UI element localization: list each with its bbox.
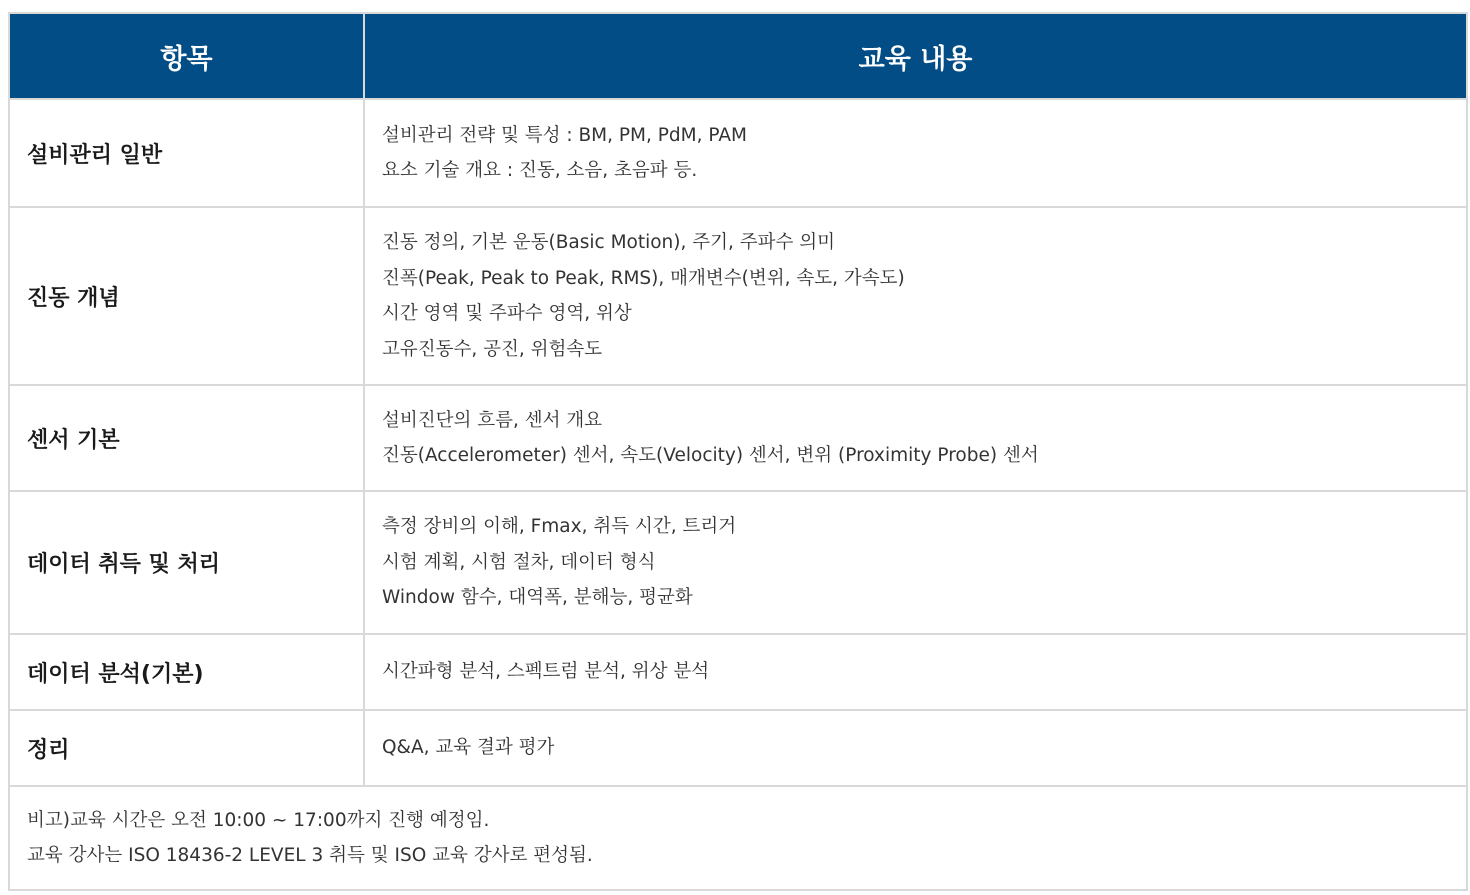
content-line: 시간파형 분석, 스펙트럼 분석, 위상 분석	[382, 661, 710, 683]
content-line: 측정 장비의 이해, Fmax, 취득 시간, 트리거	[382, 516, 737, 538]
content-cell	[364, 710, 1467, 786]
content-line: Q&A, 교육 결과 평가	[382, 737, 555, 759]
header-content: 교육 내용	[364, 13, 1467, 99]
content-line: 고유진동수, 공진, 위험속도	[382, 338, 603, 360]
table-row	[9, 710, 1467, 786]
notes-cell	[9, 786, 1467, 890]
note-line: 교육 강사는 ISO 18436-2 LEVEL 3 취득 및 ISO 교육 강사로 편성됨.	[27, 845, 593, 866]
table-row	[9, 385, 1467, 491]
content-cell	[364, 491, 1467, 634]
content-line: 요소 기술 개요 : 진동, 소음, 초음파 등.	[382, 160, 698, 181]
content-line: 진동 정의, 기본 운동(Basic Motion), 주기, 주파수 의미	[382, 232, 836, 253]
topic-cell: 정리	[9, 710, 364, 786]
table-header	[9, 13, 1467, 99]
header-row	[9, 13, 1467, 99]
content-cell	[364, 385, 1467, 491]
topic-cell: 센서 기본	[9, 385, 364, 491]
curriculum-table	[8, 12, 1468, 891]
content-line: 설비진단의 흐름, 센서 개요	[382, 409, 603, 431]
content-line: 설비관리 전략 및 특성 : BM, PM, PdM, PAM	[382, 124, 747, 146]
notes-row	[9, 786, 1467, 890]
note-line: 비고)교육 시간은 오전 10:00 ~ 17:00까지 진행 예정임.	[27, 809, 490, 831]
content-cell	[364, 634, 1467, 710]
topic-cell: 진동 개념	[9, 207, 364, 385]
table-row	[9, 491, 1467, 634]
content-line: 시험 계획, 시험 절차, 데이터 형식	[382, 551, 656, 573]
table-row	[9, 634, 1467, 710]
content-line: 진동(Accelerometer) 센서, 속도(Velocity) 센서, 변위 (Proximity Probe) 센서	[382, 445, 1039, 466]
topic-cell: 설비관리 일반	[9, 99, 364, 207]
topic-cell: 데이터 취득 및 처리	[9, 491, 364, 634]
table-row	[9, 99, 1467, 207]
table-row	[9, 207, 1467, 385]
content-line: 시간 영역 및 주파수 영역, 위상	[382, 303, 632, 324]
content-cell	[364, 207, 1467, 385]
header-item: 항목	[9, 13, 364, 99]
content-line: 진폭(Peak, Peak to Peak, RMS), 매개변수(변위, 속도, 가속도)	[382, 267, 905, 289]
content-line: Window 함수, 대역폭, 분해능, 평균화	[382, 587, 693, 609]
content-cell	[364, 99, 1467, 207]
topic-cell: 데이터 분석(기본)	[9, 634, 364, 710]
curriculum-sheet	[8, 12, 1466, 891]
